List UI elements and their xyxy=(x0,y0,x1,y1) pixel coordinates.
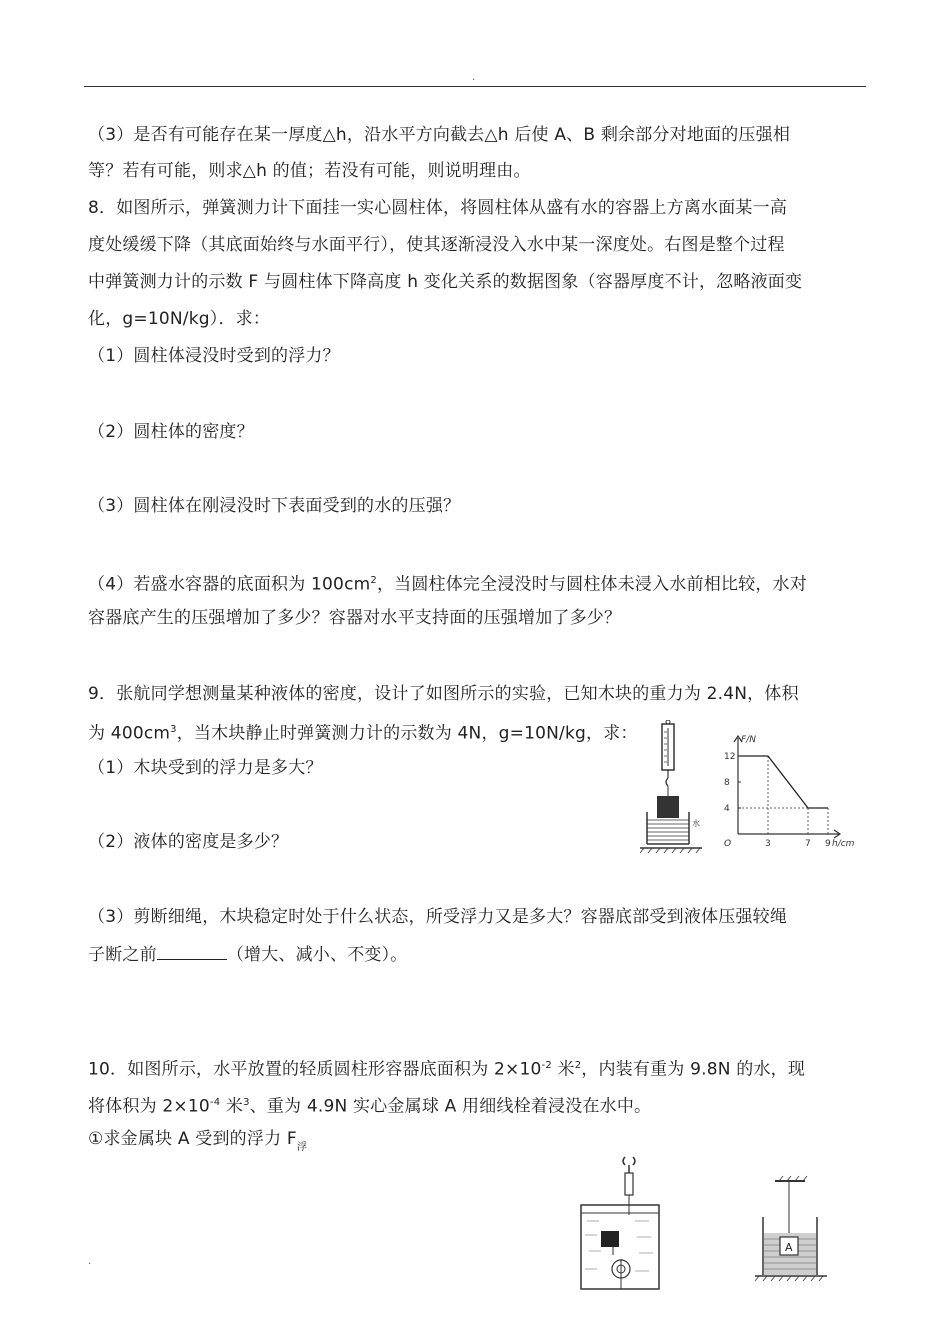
q9-part3-text-b: （增大、减小、不变）。 xyxy=(226,945,408,965)
x-tick-label: 7 xyxy=(805,839,811,849)
q10-part1-sub: 浮 xyxy=(296,1142,308,1153)
figure-spring-scale-container xyxy=(640,720,730,855)
q8-part4-line1 xyxy=(88,570,807,596)
q9-part1: （1）木块受到的浮力是多大？ xyxy=(88,758,323,778)
figure-q10-ball-container xyxy=(755,1175,835,1285)
q8-line4: 化，g=10N/kg）．求： xyxy=(88,309,271,329)
y-tick-label: 12 xyxy=(724,752,736,762)
footer-mark: . xyxy=(88,1256,92,1267)
y-tick-label: 4 xyxy=(724,804,730,814)
origin-label: O xyxy=(724,839,732,849)
q10-line2-text-b: 米 xyxy=(220,1096,244,1117)
q10-line2 xyxy=(88,1092,651,1118)
q9-line2 xyxy=(88,719,638,745)
q10-part1-text: ①求金属块 A 受到的浮力 F xyxy=(88,1129,297,1149)
q9-part2: （2）液体的密度是多少？ xyxy=(88,832,289,852)
water-label: 水 xyxy=(692,819,700,828)
header-rule xyxy=(84,86,866,87)
q8-line2: 度处缓缓下降（其底面始终与水面平行），使其逐渐浸没入水中某一深度处。右图是整个过程 xyxy=(88,235,785,255)
ball-a-label: A xyxy=(785,1241,793,1254)
q10-line2-text-c: 、重为 4.9N 实心金属球 A 用细线栓着浸没在水中。 xyxy=(249,1096,652,1117)
q9-line2-text-a: 为 400cm xyxy=(88,723,171,744)
q7-part3-line1: （3）是否有可能存在某一厚度△h，沿水平方向截去△h 后使 A、B 剩余部分对地面的压强相 xyxy=(88,125,791,145)
q8-part4-text-a: （4）若盛水容器的底面积为 100cm xyxy=(88,574,371,595)
q9-line2-text-b: ，当木块静止时弹簧测力计的示数为 4N，g=10N/kg，求： xyxy=(176,723,638,744)
q9-line2-sup: 3 xyxy=(170,724,177,735)
x-tick-label: 3 xyxy=(765,839,771,849)
q9-part3-text-a: 子断之前 xyxy=(88,945,157,965)
q9-part3-line1: （3）剪断细绳，木块稳定时处于什么状态，所受浮力又是多大？容器底部受到液体压强较绳 xyxy=(88,907,788,927)
figure-q10-scale-container xyxy=(575,1155,665,1295)
q8-part4-sup: 2 xyxy=(370,575,377,586)
q7-part3-line2: 等？若有可能，则求△h 的值；若没有可能，则说明理由。 xyxy=(88,161,531,181)
q10-line1 xyxy=(88,1055,805,1081)
q10-line2-sup: -4 xyxy=(209,1097,221,1108)
y-tick-label: 8 xyxy=(724,778,730,788)
q8-part4-text-b: ，当圆柱体完全浸没时与圆柱体未浸入水前相比较，水对 xyxy=(376,574,807,595)
q10-line1-text-c: ，内装有重为 9.8N 的水，现 xyxy=(581,1059,806,1080)
q8-part3: （3）圆柱体在刚浸没时下表面受到的水的压强？ xyxy=(88,496,461,516)
series-line xyxy=(738,756,828,808)
q10-line2-text-a: 将体积为 2×10 xyxy=(88,1096,210,1117)
y-axis-label: F/N xyxy=(741,735,756,745)
q8-line1: 8．如图所示，弹簧测力计下面挂一实心圆柱体，将圆柱体从盛有水的容器上方离水面某一高 xyxy=(88,198,788,218)
force-height-chart xyxy=(720,730,860,850)
q8-part4-line2: 容器底产生的压强增加了多少？容器对水平支持面的压强增加了多少？ xyxy=(88,608,622,628)
q10-line1-sup: -2 xyxy=(541,1060,552,1071)
q9-part3-line2 xyxy=(88,943,408,966)
q10-part1 xyxy=(88,1128,307,1153)
q8-part1: （1）圆柱体浸没时受到的浮力？ xyxy=(88,346,340,366)
x-axis-label: h/cm xyxy=(832,839,855,849)
q8-line3: 中弹簧测力计的示数 F 与圆柱体下降高度 h 变化关系的数据图象（容器厚度不计，忽略液面变 xyxy=(88,272,803,292)
x-tick-label: 9 xyxy=(825,839,831,849)
q10-line1-sup2: 2 xyxy=(574,1060,582,1071)
answer-blank[interactable] xyxy=(157,943,227,960)
q9-line1: 9．张航同学想测量某种液体的密度，设计了如图所示的实验，已知木块的重力为 2.4N，体积 xyxy=(88,684,799,704)
header-mark: . xyxy=(472,72,476,83)
q10-line1-text-a: 10．如图所示，水平放置的轻质圆柱形容器底面积为 2×10 xyxy=(88,1059,542,1080)
q10-line1-text-b: 米 xyxy=(551,1059,575,1080)
q8-part2: （2）圆柱体的密度？ xyxy=(88,422,254,442)
q10-line2-sup2: 3 xyxy=(243,1097,250,1108)
